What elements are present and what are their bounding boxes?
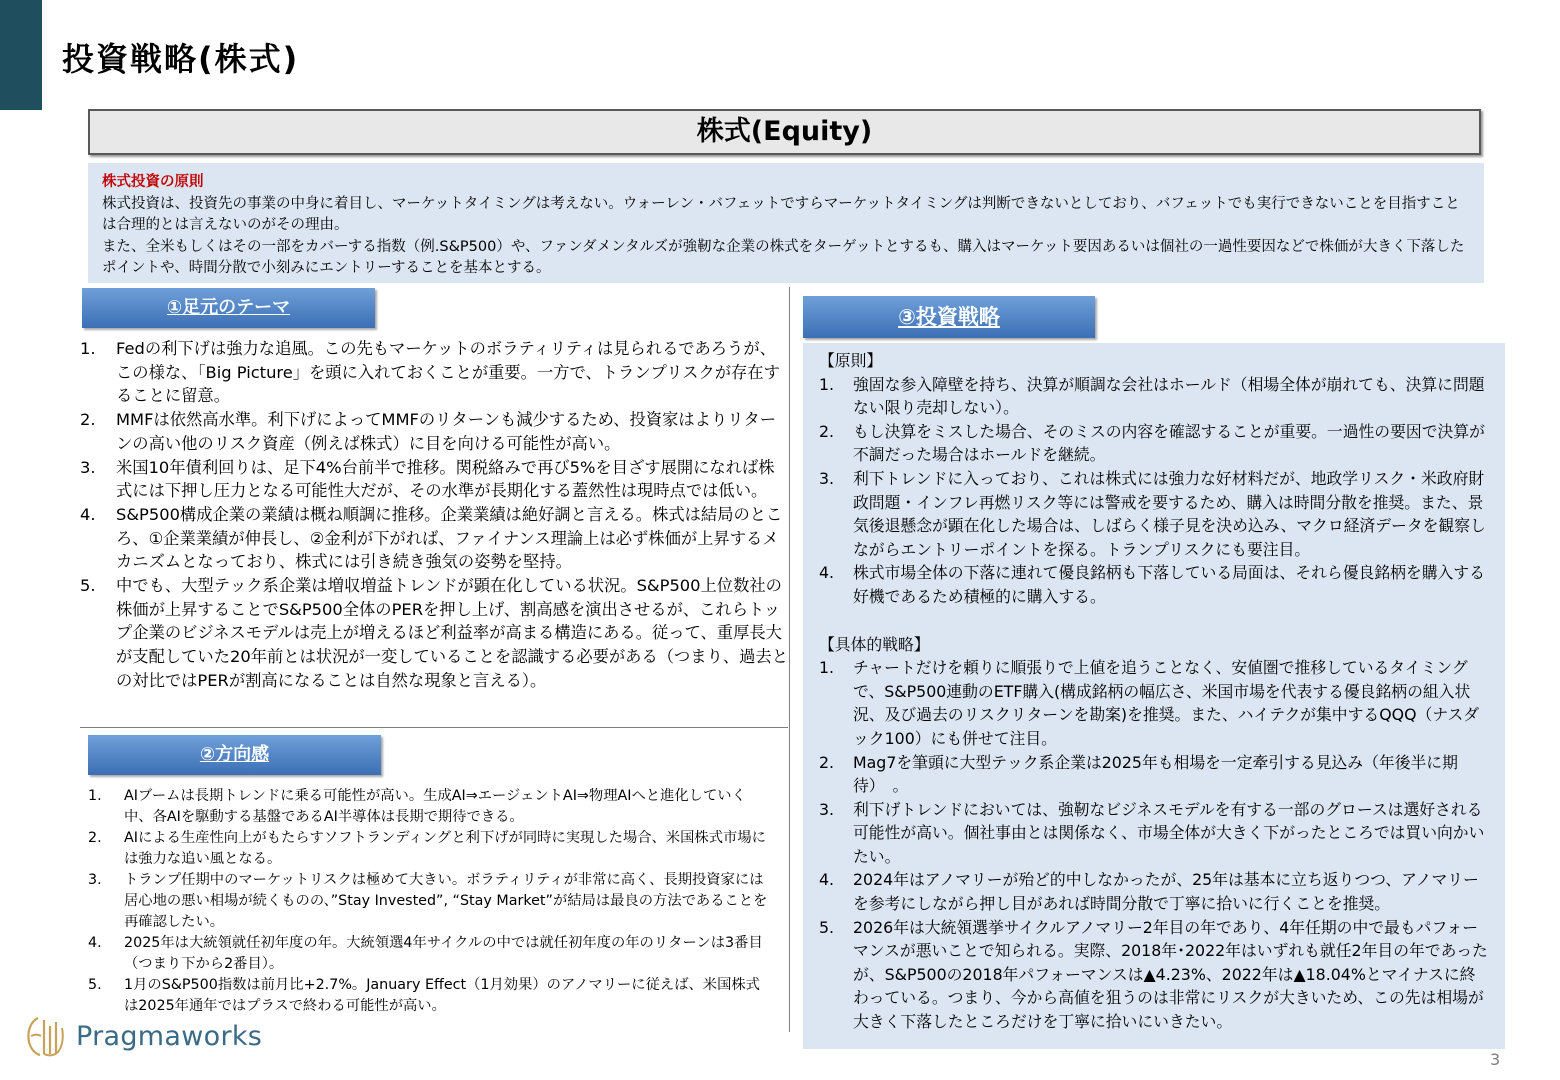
theme-item	[80, 337, 788, 408]
list-number: 2.	[88, 830, 102, 846]
principle-paragraph-1: 株式投資は、投資先の事業の中身に着目し、マーケットタイミングは考えない。ウォーレン・バフェットですらマーケットタイミングは判断できないとしており、バフェットでも実行できないことを目指すことは合理的とは言えないのがその理由。	[102, 195, 1460, 233]
list-text: AIブームは長期トレンドに乗る可能性が高い。生成AI⇒エージェントAI⇒物理AIへと進化していく中、各AIを駆動する基盤であるAI半導体は長期で期待できる。	[124, 788, 746, 825]
strategy-label: 【具体的戦略】	[819, 634, 930, 654]
list-number: 4.	[88, 935, 102, 951]
list-text: もし決算をミスした場合、そのミスの内容を確認することが重要。一過性の要因で決算が不調だった場合はホールドを継続。	[853, 421, 1485, 465]
list-number: 3.	[819, 468, 835, 488]
list-number: 4.	[819, 870, 835, 890]
list-number: 5.	[80, 576, 96, 596]
list-number: 1.	[88, 788, 102, 804]
list-text: 米国10年債利回りは、足下4%台前半で推移。関税絡みで再び5%を目ざす展開になれば株式には下押し圧力となる可能性大だが、その水準が長期化する蓋然性は現時点では低い。	[116, 457, 775, 501]
strategy-item	[819, 798, 1489, 869]
list-number: 4.	[80, 504, 96, 524]
list-number: 1.	[819, 658, 835, 678]
theme-item	[80, 503, 788, 574]
corner-accent-bar	[0, 0, 42, 110]
list-number: 3.	[819, 799, 835, 819]
direction-item	[88, 786, 768, 828]
section-divider	[80, 727, 788, 728]
list-text: AIによる生産性向上がもたらすソフトランディングと利下げが同時に実現した場合、米国株式市場には強力な追い風となる。	[124, 830, 766, 867]
column-divider	[789, 287, 790, 1032]
principle-title: 株式投資の原則	[102, 174, 204, 190]
direction-list	[88, 786, 768, 1017]
principle-box	[88, 163, 1484, 283]
direction-item	[88, 828, 768, 870]
list-text: チャートだけを頼りに順張りで上値を追うことなく、安値圏で推移しているタイミングで、S&P500連動のETF購入(構成銘柄の幅広さ、米国市場を代表する優良銘柄の組入状況、及び過去のリスクリターンを勘案)を推奨。また、ハイテクが集中するQQQ（ナスダック100）にも併せて注目。	[853, 658, 1480, 748]
list-number: 2.	[80, 410, 96, 430]
equity-banner: 株式(Equity)	[88, 109, 1481, 155]
strategy-list	[819, 656, 1489, 1034]
list-number: 3.	[80, 457, 96, 477]
strategy-item	[819, 916, 1489, 1034]
list-number: 2.	[819, 421, 835, 441]
list-text: 1月のS&P500指数は前月比+2.7%。January Effect（1月効果）のアノマリーに従えば、米国株式は2025年通年ではプラスで終わる可能性が高い。	[124, 977, 760, 1014]
list-number: 1.	[80, 339, 96, 358]
company-logo	[24, 1014, 262, 1058]
list-text: 2024年はアノマリーが殆ど的中しなかったが、25年は基本に立ち返りつつ、アノマリーを参考にしながら押し目があれば時間分散で丁寧に拾いに行くことを推奨。	[853, 870, 1479, 914]
list-text: トランプ任期中のマーケットリスクは極めて大きい。ボラティリティが非常に高く、長期投資家には居心地の悪い相場が続くものの、”Stay Invested”, “Stay Market”が結局は最良の方法であることを再確認したい。	[124, 872, 768, 930]
section-heading-direction: ②方向感	[88, 735, 381, 775]
direction-item	[88, 975, 768, 1017]
list-number: 4.	[819, 563, 835, 583]
strategy-item	[819, 868, 1489, 915]
principle-list	[819, 373, 1489, 609]
list-text: 株式市場全体の下落に連れて優良銘柄も下落している局面は、それら優良銘柄を購入する好機であるため積極的に購入する。	[853, 563, 1485, 606]
list-text: 中でも、大型テック系企業は増収増益トレンドが顕在化している状況。S&P500上位数社の株価が上昇することでS&P500全体のPERを押し上げ、割高感を演出させるが、これらトップ企業のビジネスモデルは売上が増えるほど利益率が高まる構造にある。従って、重厚長大が支配していた20年前とは状況が一変していることを認識する必要がある（つまり、過去との対比ではPERが割高になることは自然な現象と言える）。	[116, 576, 788, 690]
list-text: 2025年は大統領就任初年度の年。大統領選4年サイクルの中では就任初年度の年のリターンは3番目（つまり下から2番目）。	[124, 935, 763, 972]
list-text: Mag7を筆頭に大型テック系企業は2025年も相場を一定牽引する見込み（年後半に期待） 。	[853, 752, 1458, 796]
strategy-item	[819, 656, 1489, 750]
list-text: 利下げトレンドにおいては、強靭なビジネスモデルを有する一部のグロースは選好される可能性が高い。個社事由とは関係なく、市場全体が大きく下がったところでは買い向かいたい。	[853, 799, 1485, 866]
section-heading-current-theme: ①足元のテーマ	[82, 288, 375, 328]
list-text: S&P500構成企業の業績は概ね順調に推移。企業業績は絶好調と言える。株式は結局のところ、①企業業績が伸長し、②金利が下がれば、ファイナンス理論上は必ず株価が上昇するメカニズムとなっており、株式には引き続き強気の姿勢を堅持。	[116, 504, 783, 572]
list-text: 利下トレンドに入っており、これは株式には強力な好材料だが、地政学リスク・米政府財政問題・インフレ再燃リスク等には警戒を要するため、購入は時間分散を推奨。また、景気後退懸念が顕在化した場合は、しばらく様子見を決め込み、マクロ経済データを観察しながらエントリーポイントを探る。トランプリスクにも要注目。	[853, 468, 1486, 559]
principle-item	[819, 420, 1489, 467]
list-number: 2.	[819, 752, 835, 772]
list-number: 1.	[819, 374, 835, 394]
ew-monogram-icon	[24, 1014, 70, 1058]
principle-label: 【原則】	[819, 351, 883, 370]
theme-item	[80, 456, 788, 503]
principle-item	[819, 561, 1489, 608]
page-title: 投資戦略(株式)	[62, 40, 300, 78]
list-number: 5.	[819, 917, 835, 937]
list-number: 3.	[88, 872, 102, 888]
current-theme-list	[80, 337, 788, 693]
theme-item	[80, 408, 788, 455]
principle-paragraph-2: また、全米もしくはその一部をカバーする指数（例.S&P500）や、ファンダメンタルズが強靭な企業の株式をターゲットとするも、購入はマーケット要因あるいは個社の一過性要因などで株価が大きく下落したポイントや、時間分散で小刻みにエントリーすることを基本とする。	[102, 238, 1465, 276]
investment-strategy-panel	[803, 343, 1505, 1049]
theme-item	[80, 574, 788, 693]
list-text: 2026年は大統領選挙サイクルアノマリー2年目の年であり、4年任期の中で最もパフォーマンスが悪いことで知られる。実際、2018年･2022年はいずれも就任2年目の年であったが、S&P500の2018年パフォーマンスは▲4.23%、2022年は▲18.04%とマイナスに終わっている。つまり、今から高値を狙うのは非常にリスクが大きいため、この先は相場が大きく下落したところだけを丁寧に拾いにいきたい。	[853, 917, 1488, 1032]
list-text: MMFは依然高水準。利下げによってMMFのリターンも減少するため、投資家はよりリターンの高い他のリスク資産（例えば株式）に目を向ける可能性が高い。	[116, 410, 777, 453]
list-text: Fedの利下げは強力な追風。この先もマーケットのボラティリティは見られるであろうが、この様な、「Big Picture」を頭に入れておくことが重要。一方で、トランプリスクが存在することに留意。	[116, 339, 780, 406]
page-number: 3	[1490, 1050, 1501, 1069]
list-number: 5.	[88, 977, 102, 993]
strategy-item	[819, 751, 1489, 798]
principle-item	[819, 467, 1489, 561]
list-text: 強固な参入障壁を持ち、決算が順調な会社はホールド（相場全体が崩れても、決算に問題ない限り売却しない）。	[853, 374, 1485, 418]
logo-text: Pragmaworks	[76, 1020, 263, 1052]
direction-item	[88, 870, 768, 933]
section-heading-investment-strategy: ③投資戦略	[803, 296, 1095, 338]
direction-item	[88, 933, 768, 975]
principle-item	[819, 373, 1489, 420]
